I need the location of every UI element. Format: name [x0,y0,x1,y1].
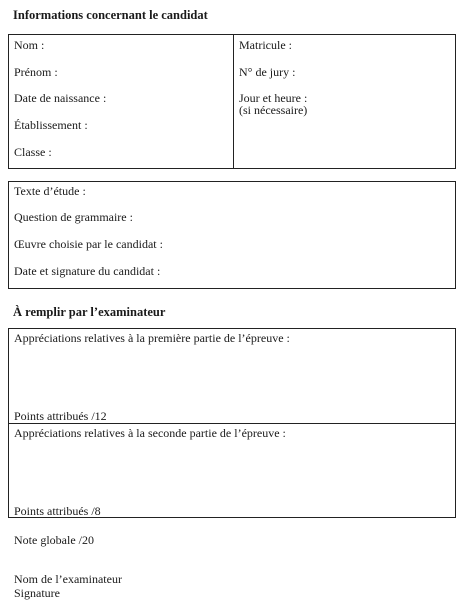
field-etablissement: Établissement : [14,118,88,132]
field-si-necessaire: (si nécessaire) [239,103,308,117]
candidate-section-heading: Informations concernant le candidat [13,8,208,22]
signature-label: Signature [14,586,60,600]
part2-points-label: Points attribués /8 [14,504,101,518]
examiner-name-label: Nom de l’examinateur [14,572,122,586]
field-jour-heure: Jour et heure : [239,91,308,105]
note-globale-label: Note globale /20 [14,533,94,547]
field-classe: Classe : [14,145,52,159]
part1-appreciation-label: Appréciations relatives à la première partie de l’épreuve : [14,331,290,345]
field-texte-etude: Texte d’étude : [14,184,86,198]
examiner-box-divider [8,423,456,424]
field-nom: Nom : [14,38,45,52]
field-date-naissance: Date de naissance : [14,91,107,105]
field-date-signature-candidat: Date et signature du candidat : [14,264,161,278]
field-numero-jury: N° de jury : [239,65,296,79]
field-oeuvre-choisie: Œuvre choisie par le candidat : [14,237,163,251]
field-matricule: Matricule : [239,38,292,52]
field-question-grammaire: Question de grammaire : [14,210,133,224]
part1-points-label: Points attribués /12 [14,409,107,423]
examiner-section-heading: À remplir par l’examinateur [13,305,166,319]
candidate-box-divider [233,34,234,169]
part2-appreciation-label: Appréciations relatives à la seconde partie de l’épreuve : [14,426,286,440]
field-prenom: Prénom : [14,65,58,79]
